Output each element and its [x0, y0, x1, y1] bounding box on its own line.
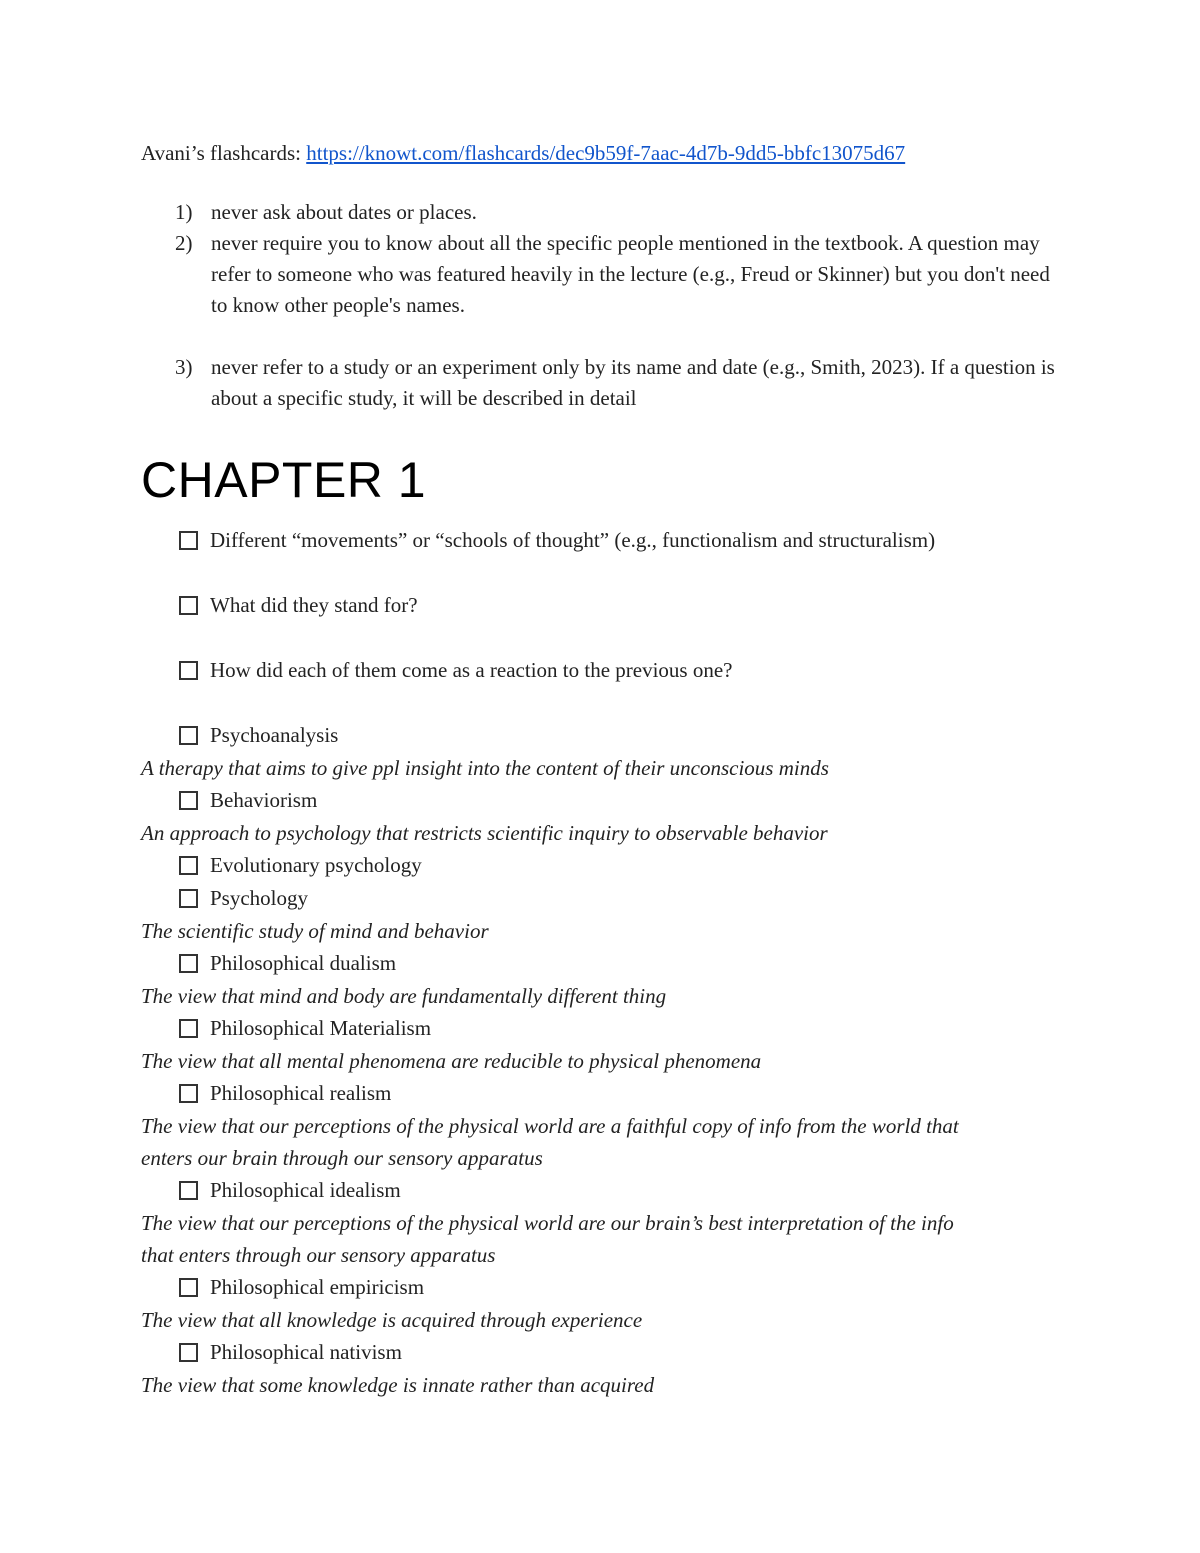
checkbox[interactable] — [179, 1084, 198, 1103]
item-label: Philosophical empiricism — [210, 1275, 425, 1299]
item-label: Different “movements” or “schools of thought” (e.g., functionalism and structuralism) — [210, 528, 936, 552]
rule-item — [141, 197, 1071, 228]
definition: The view that all knowledge is acquired through experience — [141, 1308, 643, 1332]
chapter-heading: CHAPTER 1 — [141, 452, 427, 508]
document-page — [141, 138, 1071, 1401]
checklist-item — [141, 947, 1071, 980]
checkbox[interactable] — [179, 1019, 198, 1038]
rule-number: 2) — [175, 231, 193, 255]
checklist-item — [141, 1336, 1071, 1369]
checklist-item — [141, 784, 1071, 817]
rule-text: never ask about dates or places. — [211, 200, 477, 224]
rule-number: 3) — [175, 355, 193, 379]
checkbox[interactable] — [179, 954, 198, 973]
checklist-item — [141, 524, 1071, 557]
item-label: Psychoanalysis — [210, 723, 339, 747]
item-label: Philosophical dualism — [210, 951, 397, 975]
item-label: What did they stand for? — [210, 593, 418, 617]
checklist-item — [141, 1271, 1071, 1304]
checkbox[interactable] — [179, 1278, 198, 1297]
item-label: Behaviorism — [210, 788, 318, 812]
definition: An approach to psychology that restricts scientific inquiry to observable behavior — [141, 821, 828, 845]
checkbox[interactable] — [179, 661, 198, 680]
definition: The view that our perceptions of the physical world are a faithful copy of info from the world that — [141, 1114, 959, 1138]
checkbox[interactable] — [179, 1181, 198, 1200]
rule-item — [141, 228, 1071, 321]
rule-text: never require you to know about all the specific people mentioned in the textbook. A question may refer to someone who was featured heavily in the lecture (e.g., Freud or Skinner) but you don't need to know other people's names. — [211, 231, 1050, 317]
definition: The view that some knowledge is innate rather than acquired — [141, 1373, 655, 1397]
flashcards-label: Avani’s flashcards: — [141, 141, 307, 165]
rule-number: 1) — [175, 200, 193, 224]
item-label: Philosophical realism — [210, 1081, 392, 1105]
checklist-item — [141, 1174, 1071, 1207]
checklist-item — [141, 1012, 1071, 1045]
item-label: Philosophical nativism — [210, 1340, 402, 1364]
checklist-item — [141, 1077, 1071, 1110]
item-label: Philosophical Materialism — [210, 1016, 432, 1040]
rule-text: never refer to a study or an experiment only by its name and date (e.g., Smith, 2023). If a question is about a specific study, it will be described in detail — [211, 355, 1055, 410]
flashcards-link[interactable]: https://knowt.com/flashcards/dec9b59f-7aac-4d7b-9dd5-bbfc13075d67 — [306, 141, 906, 165]
checkbox[interactable] — [179, 856, 198, 875]
rules-list — [141, 197, 1071, 414]
checklist-item — [141, 589, 1071, 622]
flashcards-line — [141, 138, 1071, 169]
definition: enters our brain through our sensory apparatus — [141, 1146, 543, 1170]
definition: The scientific study of mind and behavior — [141, 919, 489, 943]
checklist-item — [141, 654, 1071, 687]
topic-checklist — [141, 524, 1071, 1401]
definition: The view that mind and body are fundamentally different thing — [141, 984, 667, 1008]
checklist-item — [141, 849, 1071, 882]
checkbox[interactable] — [179, 791, 198, 810]
checkbox[interactable] — [179, 531, 198, 550]
checklist-item — [141, 882, 1071, 915]
item-label: Evolutionary psychology — [210, 853, 422, 877]
definition: that enters through our sensory apparatus — [141, 1243, 496, 1267]
item-label: How did each of them come as a reaction to the previous one? — [210, 658, 733, 682]
checkbox[interactable] — [179, 889, 198, 908]
checklist-item — [141, 719, 1071, 752]
item-label: Philosophical idealism — [210, 1178, 401, 1202]
definition: A therapy that aims to give ppl insight into the content of their unconscious minds — [141, 756, 829, 780]
checkbox[interactable] — [179, 1343, 198, 1362]
definition: The view that all mental phenomena are reducible to physical phenomena — [141, 1049, 762, 1073]
definition: The view that our perceptions of the physical world are our brain’s best interpretation of the info — [141, 1211, 954, 1235]
checkbox[interactable] — [179, 596, 198, 615]
rule-item — [141, 352, 1071, 414]
checkbox[interactable] — [179, 726, 198, 745]
item-label: Psychology — [210, 886, 309, 910]
